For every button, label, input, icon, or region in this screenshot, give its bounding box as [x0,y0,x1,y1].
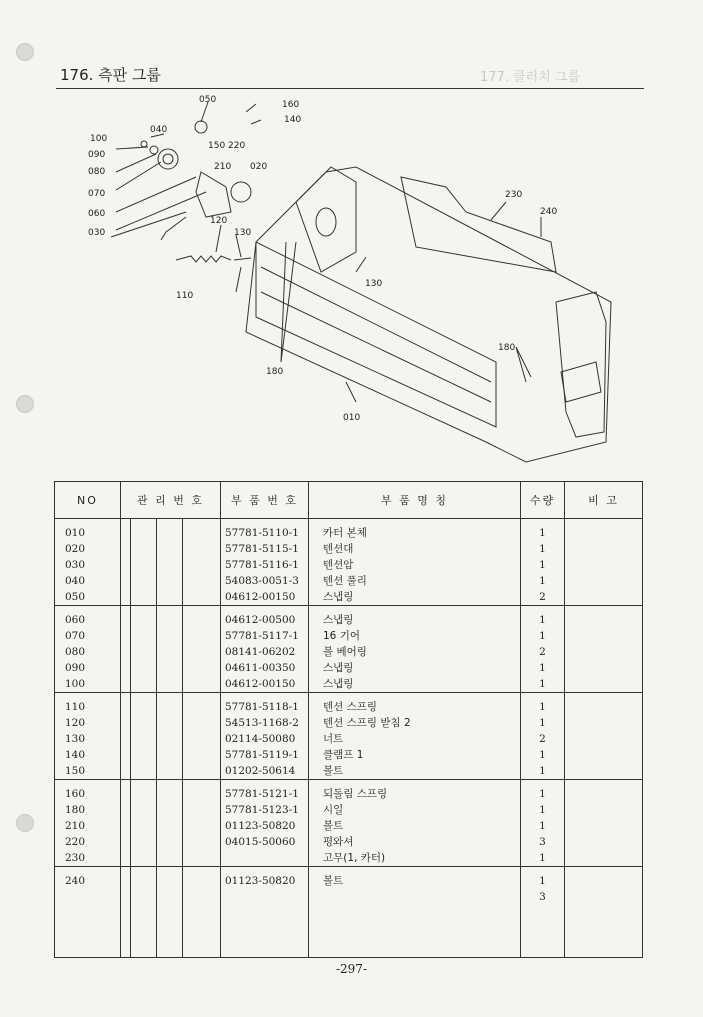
cell-qty: 1 [539,788,546,800]
binder-hole [16,814,34,832]
header-part-name: 부 품 명 칭 [309,482,521,519]
cell-name: 카터 본체 [323,527,367,539]
callout-label: 160 [282,100,300,110]
callout-label: 210 [214,162,232,172]
cell-qty: 1 [539,662,546,674]
page-number: -297- [335,962,367,976]
callout-label: 100 [90,134,108,144]
header-mgmt-no: 관 리 번 호 [121,482,221,519]
callout-label: 140 [284,115,302,125]
cell-part-no: 04611-00350 [225,662,296,674]
cell-part-no: 54513-1168-2 [225,717,299,729]
cell-name: 스냅링 [323,614,354,626]
exploded-parts-diagram [56,92,646,472]
cell-qty: 1 [539,749,546,761]
cell-no: 180 [65,804,86,816]
cell-qty: 1 [539,614,546,626]
bleed-through-title: 177. 클러치 그룹 [480,70,581,85]
cell-part-no: 57781-5116-1 [225,559,299,571]
cutter-front-panel [256,242,496,427]
callout-label: 080 [88,167,106,177]
cell-name: 스냅링 [323,662,354,674]
cell-no: 020 [65,543,86,555]
cell-no: 040 [65,575,86,587]
cell-name: 볼트 [323,820,344,832]
cell-name: 고무(1, 카터) [323,852,386,864]
callout-label: 030 [88,228,106,238]
callout-label: 060 [88,209,106,219]
cell-name: 텐션 풀리 [323,575,367,587]
cell-no: 160 [65,788,86,800]
cell-qty: 1 [539,820,546,832]
cell-name: 시일 [323,804,344,816]
cell-qty: 1 [539,875,546,887]
cell-no: 120 [65,717,86,729]
cell-part-no: 01123-50820 [225,875,296,887]
cell-part-no: 57781-5121-1 [225,788,299,800]
cell-part-no [221,889,308,905]
callout-label: 240 [540,207,558,217]
cell-name: 텐션 스프링 받침 2 [323,717,411,729]
callout-label: 110 [176,291,194,301]
cell-no: 220 [65,836,86,848]
cell-no: 050 [65,591,86,603]
cell-part-no: 08141-06202 [225,646,296,658]
cell-no: 140 [65,749,86,761]
parts-group [55,780,643,867]
cell-qty: 2 [539,733,546,745]
cell-qty: 1 [539,630,546,642]
cell-no: 100 [65,678,86,690]
cell-name: 텐션암 [323,559,354,571]
cell-qty: 1 [539,765,546,777]
cell-part-no: 57781-5119-1 [225,749,299,761]
cell-name: 볼트 [323,875,344,887]
cell-part-no: 57781-5118-1 [225,701,299,713]
cell-qty: 2 [539,646,546,658]
cell-name: 되돌림 스프링 [323,788,388,800]
pulley-040 [195,121,207,133]
cell-part-no [221,850,308,866]
binder-hole [16,43,34,61]
cell-no: 110 [65,701,86,713]
cell-name: 볼 베어링 [323,646,367,658]
cell-qty: 1 [539,852,546,864]
cell-part-no: 02114-50080 [225,733,296,745]
tension-spring-110 [176,256,231,262]
callout-label: 150 [208,141,226,151]
binder-hole [16,395,34,413]
cell-name: 텐션대 [323,543,354,555]
cell-qty: 1 [539,678,546,690]
header-no: NO [55,482,121,519]
parts-group [55,867,643,958]
cell-qty: 3 [539,891,546,903]
callout-label: 180 [498,343,516,353]
callout-label: 130 [365,279,383,289]
cell-part-no: 04612-00150 [225,591,296,603]
cell-part-no: 57781-5123-1 [225,804,299,816]
parts-group [55,693,643,780]
cell-part-no: 04015-50060 [225,836,296,848]
cell-no: 150 [65,765,86,777]
cell-name: 스냅링 [323,678,354,690]
cell-qty: 2 [539,591,546,603]
cell-qty: 1 [539,559,546,571]
rear-frame [296,167,356,272]
callout-label: 040 [150,125,168,135]
callout-label: 180 [266,367,284,377]
side-frame-right [556,292,606,437]
cell-part-no: 04612-00150 [225,678,296,690]
callout-label: 020 [250,162,268,172]
cell-part-no: 01123-50820 [225,820,296,832]
cell-no: 210 [65,820,86,832]
cell-name: 텐션 스프링 [323,701,378,713]
callout-label: 090 [88,150,106,160]
gear-070 [158,149,178,169]
callout-label: 220 [228,141,246,151]
cell-no: 070 [65,630,86,642]
cell-name: 너트 [323,733,344,745]
cell-name: 평와셔 [323,836,354,848]
cell-no: 130 [65,733,86,745]
callout-label: 120 [210,216,228,226]
cell-no: 090 [65,662,86,674]
header-remark: 비 고 [565,482,643,519]
rubber-cover-230 [401,177,556,272]
cell-name [309,889,520,905]
cell-qty: 1 [539,804,546,816]
cell-name: 클램프 1 [323,749,364,761]
cell-name: 볼트 [323,765,344,777]
cell-qty: 1 [539,543,546,555]
cell-part-no: 54083-0051-3 [225,575,299,587]
header-part-no: 부 품 번 호 [221,482,309,519]
parts-group [55,519,643,606]
cell-no [55,889,120,905]
header-qty: 수량 [521,482,565,519]
cell-part-no: 57781-5117-1 [225,630,299,642]
cell-part-no: 57781-5110-1 [225,527,299,539]
cell-no: 010 [65,527,86,539]
page-title: 176. 측판 그룹 [60,66,161,84]
cell-name: 16 기어 [323,630,360,642]
cell-qty: 1 [539,575,546,587]
cell-part-no: 01202-50614 [225,765,296,777]
cell-qty: 1 [539,527,546,539]
cell-no: 060 [65,614,86,626]
title-rule [56,88,644,89]
parts-group [55,606,643,693]
cell-part-no: 57781-5115-1 [225,543,299,555]
cell-no: 080 [65,646,86,658]
cell-qty: 1 [539,717,546,729]
callout-label: 230 [505,190,523,200]
callout-label: 070 [88,189,106,199]
cell-qty: 3 [539,836,546,848]
parts-table [54,481,643,958]
table-header-row [55,482,643,519]
cell-no: 030 [65,559,86,571]
callout-label: 130 [234,228,252,238]
cell-no: 240 [65,875,86,887]
cell-qty: 1 [539,701,546,713]
callout-label: 050 [199,95,217,105]
cell-no: 230 [65,852,86,864]
callout-label: 010 [343,413,361,423]
cell-part-no: 04612-00500 [225,614,296,626]
cell-name: 스냅링 [323,591,354,603]
